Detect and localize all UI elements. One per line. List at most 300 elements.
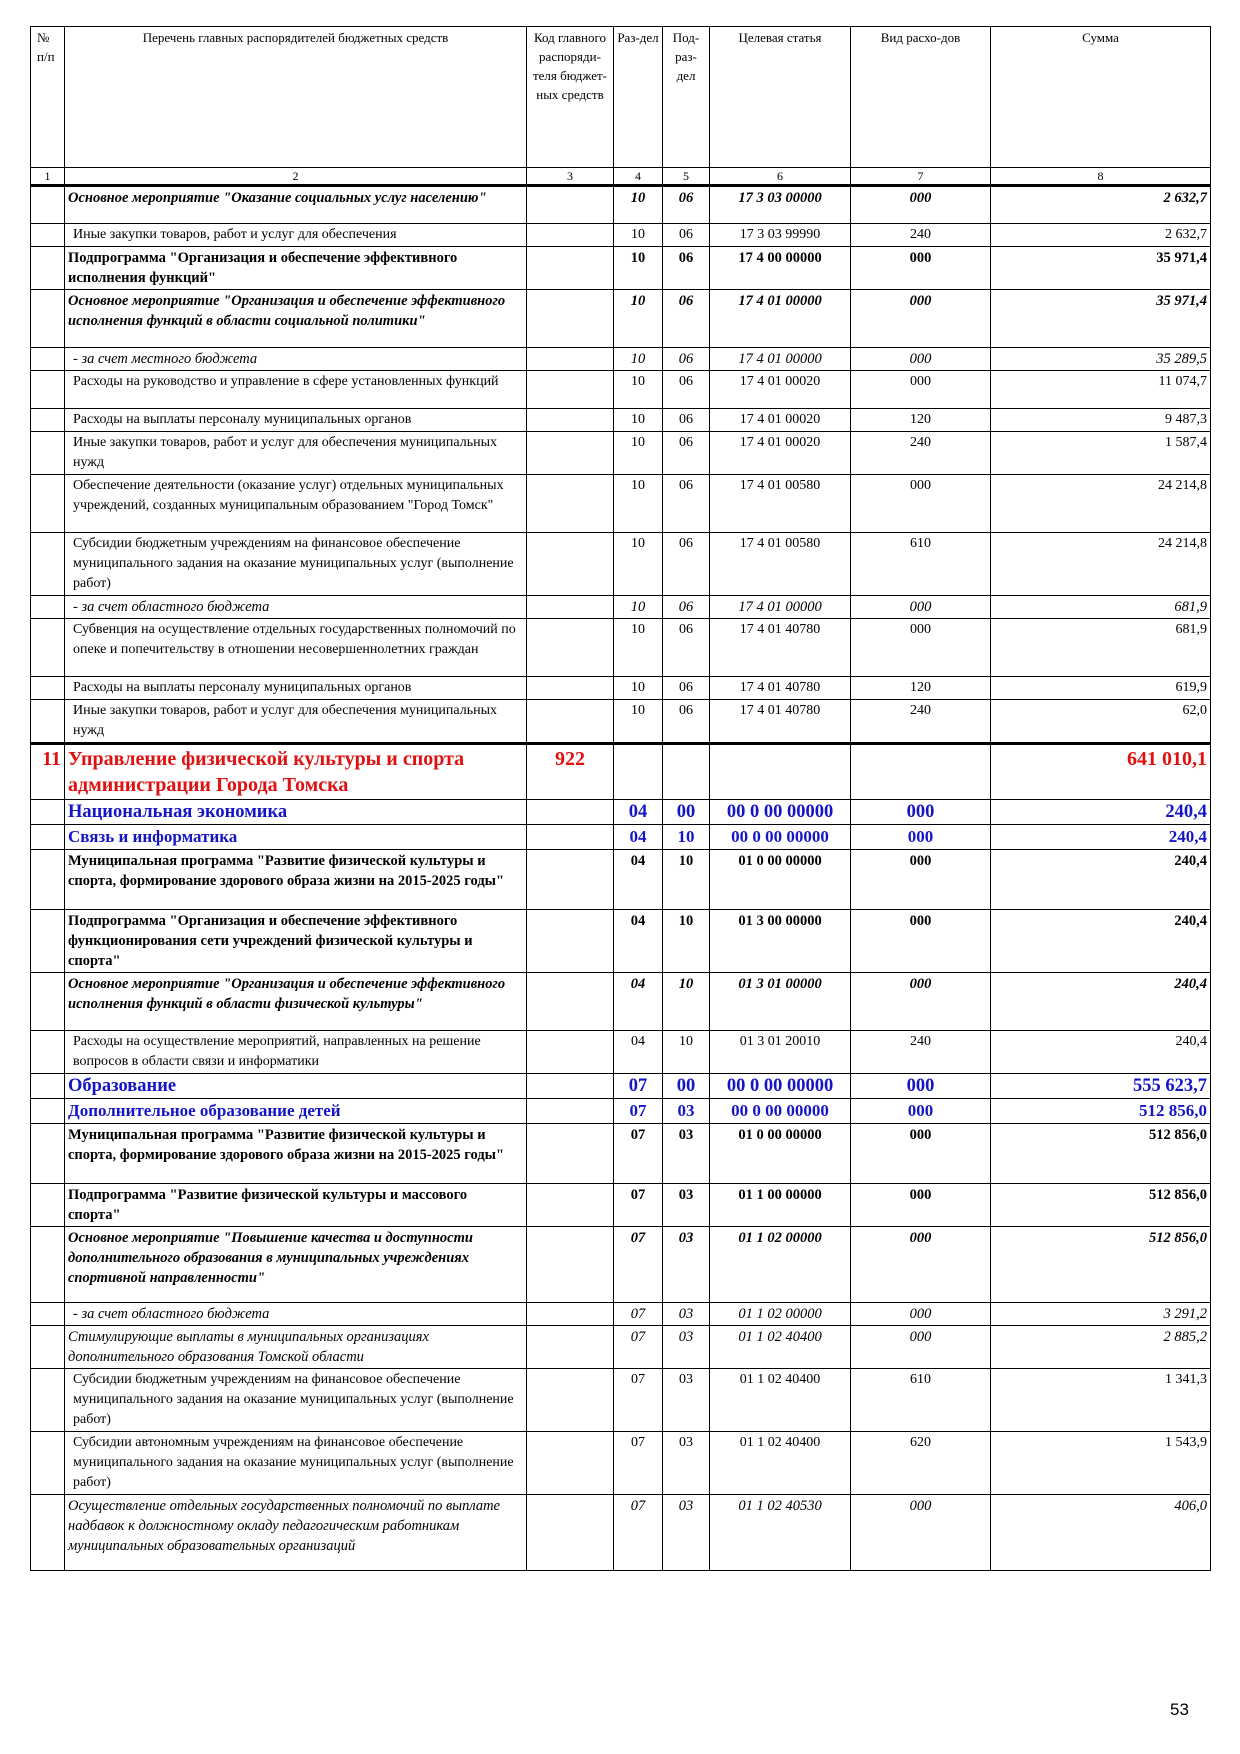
table-row: [31, 432, 1211, 475]
expense-type: 000: [851, 825, 991, 850]
row-number: [31, 475, 65, 533]
manager-code: [527, 677, 614, 700]
col-number: 2: [65, 168, 527, 186]
section-code: 07: [614, 1303, 663, 1326]
target-article: 17 4 01 00000: [710, 596, 851, 619]
target-article: 17 4 01 00020: [710, 371, 851, 409]
manager-code: [527, 186, 614, 224]
item-name: Иные закупки товаров, работ и услуг для обеспечения муниципальных нужд: [65, 700, 527, 744]
sum-value: 1 543,9: [991, 1432, 1211, 1495]
row-number: [31, 224, 65, 247]
header-sum: Сумма: [991, 27, 1211, 168]
manager-code: [527, 247, 614, 290]
table-row: [31, 596, 1211, 619]
table-row: [31, 247, 1211, 290]
section-code: 07: [614, 1326, 663, 1369]
manager-code: [527, 800, 614, 825]
target-article: 01 3 01 20010: [710, 1031, 851, 1074]
section-code: 10: [614, 677, 663, 700]
row-number: [31, 247, 65, 290]
manager-code: [527, 224, 614, 247]
expense-type: 240: [851, 700, 991, 744]
manager-code: [527, 910, 614, 973]
subsection-code: 00: [663, 1074, 710, 1099]
target-article: 01 0 00 00000: [710, 850, 851, 910]
header-code: Код главного распоряди-теля бюджет-ных средств: [527, 27, 614, 168]
item-name: Основное мероприятие "Повышение качества и доступности дополнительного образования в муниципальных учреждениях спортивной направленности": [65, 1227, 527, 1303]
subsection-code: 03: [663, 1227, 710, 1303]
section-code: 10: [614, 348, 663, 371]
sum-value: 2 632,7: [991, 224, 1211, 247]
target-article: 17 4 01 00000: [710, 290, 851, 348]
manager-code: 922: [527, 744, 614, 800]
sum-value: 512 856,0: [991, 1124, 1211, 1184]
section-code: 10: [614, 700, 663, 744]
expense-type: [851, 744, 991, 800]
section-code: 10: [614, 186, 663, 224]
item-name: Подпрограмма "Организация и обеспечение эффективного исполнения функций": [65, 247, 527, 290]
expense-type: 000: [851, 348, 991, 371]
item-name: Иные закупки товаров, работ и услуг для обеспечения муниципальных нужд: [65, 432, 527, 475]
section-code: 04: [614, 800, 663, 825]
table-row: [31, 1303, 1211, 1326]
header-expense-type: Вид расхо-дов: [851, 27, 991, 168]
subsection-code: 06: [663, 475, 710, 533]
item-name: Субсидии бюджетным учреждениям на финансовое обеспечение муниципального задания на оказание муниципальных услуг (выполнение работ): [65, 1369, 527, 1432]
section-code: [614, 744, 663, 800]
budget-table-sheet: [30, 26, 1210, 1571]
section-code: 07: [614, 1074, 663, 1099]
table-row: [31, 973, 1211, 1031]
sum-value: 35 971,4: [991, 247, 1211, 290]
item-name: Подпрограмма "Развитие физической культуры и массового спорта": [65, 1184, 527, 1227]
section-code: 07: [614, 1369, 663, 1432]
section-code: 07: [614, 1124, 663, 1184]
sum-value: 240,4: [991, 800, 1211, 825]
header-name: Перечень главных распорядителей бюджетных средств: [65, 27, 527, 168]
target-article: 00 0 00 00000: [710, 800, 851, 825]
section-code: 04: [614, 910, 663, 973]
row-number: [31, 825, 65, 850]
target-article: 01 3 00 00000: [710, 910, 851, 973]
subsection-code: 06: [663, 371, 710, 409]
expense-type: 240: [851, 1031, 991, 1074]
expense-type: 120: [851, 677, 991, 700]
manager-code: [527, 1369, 614, 1432]
expense-type: 240: [851, 224, 991, 247]
sum-value: 2 885,2: [991, 1326, 1211, 1369]
expense-type: 610: [851, 533, 991, 596]
expense-type: 000: [851, 247, 991, 290]
sum-value: 3 291,2: [991, 1303, 1211, 1326]
manager-code: [527, 1074, 614, 1099]
item-name: Муниципальная программа "Развитие физической культуры и спорта, формирование здорового образа жизни на 2015-2025 годы": [65, 850, 527, 910]
subsection-code: 03: [663, 1099, 710, 1124]
sum-value: 406,0: [991, 1495, 1211, 1571]
item-name: Осуществление отдельных государственных полномочий по выплате надбавок к должностному окладу педагогическим работникам муниципальных образовательных организаций: [65, 1495, 527, 1571]
sum-value: 512 856,0: [991, 1184, 1211, 1227]
target-article: 01 1 02 40400: [710, 1432, 851, 1495]
manager-code: [527, 1227, 614, 1303]
table-row: [31, 290, 1211, 348]
sum-value: 24 214,8: [991, 475, 1211, 533]
target-article: 01 1 02 40400: [710, 1326, 851, 1369]
section-code: 04: [614, 850, 663, 910]
target-article: 17 4 01 00020: [710, 409, 851, 432]
subsection-code: 06: [663, 700, 710, 744]
row-number: [31, 1495, 65, 1571]
section-code: 04: [614, 825, 663, 850]
col-number: 1: [31, 168, 65, 186]
manager-code: [527, 1303, 614, 1326]
manager-code: [527, 850, 614, 910]
subsection-code: 06: [663, 290, 710, 348]
item-name: Расходы на осуществление мероприятий, направленных на решение вопросов в области связи и информатики: [65, 1031, 527, 1074]
sum-value: 512 856,0: [991, 1099, 1211, 1124]
target-article: 01 1 02 40400: [710, 1369, 851, 1432]
expense-type: 610: [851, 1369, 991, 1432]
row-number: [31, 348, 65, 371]
row-number: [31, 619, 65, 677]
manager-code: [527, 700, 614, 744]
item-name: Управление физической культуры и спорта администрации Города Томска: [65, 744, 527, 800]
row-number: [31, 700, 65, 744]
target-article: 01 0 00 00000: [710, 1124, 851, 1184]
header-num: № п/п: [31, 27, 65, 168]
header-target-article: Целевая статья: [710, 27, 851, 168]
expense-type: 000: [851, 910, 991, 973]
row-number: 11: [31, 744, 65, 800]
table-row: [31, 533, 1211, 596]
col-number: 4: [614, 168, 663, 186]
item-name: Дополнительное образование детей: [65, 1099, 527, 1124]
department-row: [31, 744, 1211, 800]
item-name: Муниципальная программа "Развитие физической культуры и спорта, формирование здорового образа жизни на 2015-2025 годы": [65, 1124, 527, 1184]
expense-type: 000: [851, 186, 991, 224]
item-name: Расходы на выплаты персоналу муниципальных органов: [65, 409, 527, 432]
sum-value: 641 010,1: [991, 744, 1211, 800]
item-name: Образование: [65, 1074, 527, 1099]
section-code: 10: [614, 432, 663, 475]
manager-code: [527, 973, 614, 1031]
target-article: 17 3 03 00000: [710, 186, 851, 224]
section-code: 07: [614, 1495, 663, 1571]
col-number: 5: [663, 168, 710, 186]
row-number: [31, 290, 65, 348]
expense-type: 620: [851, 1432, 991, 1495]
manager-code: [527, 409, 614, 432]
item-name: Иные закупки товаров, работ и услуг для обеспечения: [65, 224, 527, 247]
manager-code: [527, 596, 614, 619]
row-number: [31, 1227, 65, 1303]
target-article: 17 3 03 99990: [710, 224, 851, 247]
table-row: [31, 409, 1211, 432]
item-name: Основное мероприятие "Организация и обеспечение эффективного исполнения функций в области физической культуры": [65, 973, 527, 1031]
target-article: [710, 744, 851, 800]
table-row: [31, 475, 1211, 533]
manager-code: [527, 1031, 614, 1074]
item-name: - за счет местного бюджета: [65, 348, 527, 371]
target-article: 01 1 02 00000: [710, 1303, 851, 1326]
target-article: 01 3 01 00000: [710, 973, 851, 1031]
sum-value: 1 341,3: [991, 1369, 1211, 1432]
expense-type: 000: [851, 1227, 991, 1303]
subsection-code: 06: [663, 224, 710, 247]
expense-type: 000: [851, 1099, 991, 1124]
item-name: Основное мероприятие "Организация и обеспечение эффективного исполнения функций в области социальной политики": [65, 290, 527, 348]
section-code: 10: [614, 224, 663, 247]
section-code: 04: [614, 973, 663, 1031]
column-number-row: [31, 168, 1211, 186]
manager-code: [527, 533, 614, 596]
sum-value: 619,9: [991, 677, 1211, 700]
col-number: 6: [710, 168, 851, 186]
subsection-code: 06: [663, 186, 710, 224]
item-name: - за счет областного бюджета: [65, 596, 527, 619]
manager-code: [527, 432, 614, 475]
subsection-code: 03: [663, 1124, 710, 1184]
target-article: 00 0 00 00000: [710, 1099, 851, 1124]
item-name: - за счет областного бюджета: [65, 1303, 527, 1326]
subsection-code: 06: [663, 596, 710, 619]
expense-type: 000: [851, 850, 991, 910]
expense-type: 000: [851, 371, 991, 409]
table-row: [31, 850, 1211, 910]
table-row: [31, 1369, 1211, 1432]
manager-code: [527, 825, 614, 850]
manager-code: [527, 1326, 614, 1369]
table-row: [31, 1124, 1211, 1184]
target-article: 17 4 01 40780: [710, 677, 851, 700]
expense-type: 240: [851, 432, 991, 475]
sum-value: 62,0: [991, 700, 1211, 744]
target-article: 17 4 01 00000: [710, 348, 851, 371]
subsection-code: 10: [663, 825, 710, 850]
sum-value: 240,4: [991, 973, 1211, 1031]
section-code: 07: [614, 1227, 663, 1303]
expense-type: 000: [851, 1184, 991, 1227]
table-row: [31, 910, 1211, 973]
subsection-code: 10: [663, 910, 710, 973]
item-name: Расходы на руководство и управление в сфере установленных функций: [65, 371, 527, 409]
sum-value: 2 632,7: [991, 186, 1211, 224]
row-number: [31, 1303, 65, 1326]
target-article: 17 4 01 00020: [710, 432, 851, 475]
row-number: [31, 596, 65, 619]
sum-value: 512 856,0: [991, 1227, 1211, 1303]
section-code: 07: [614, 1099, 663, 1124]
row-number: [31, 432, 65, 475]
sum-value: 1 587,4: [991, 432, 1211, 475]
row-number: [31, 1432, 65, 1495]
table-row: [31, 700, 1211, 744]
target-article: 17 4 01 40780: [710, 619, 851, 677]
item-name: Субвенция на осуществление отдельных государственных полномочий по опеке и попечительству в отношении несовершеннолетних граждан: [65, 619, 527, 677]
subsection-code: 06: [663, 533, 710, 596]
expense-type: 000: [851, 973, 991, 1031]
row-number: [31, 910, 65, 973]
subsection-code: 06: [663, 677, 710, 700]
sum-value: 240,4: [991, 910, 1211, 973]
expense-type: 000: [851, 619, 991, 677]
section-code: 10: [614, 596, 663, 619]
row-number: [31, 533, 65, 596]
manager-code: [527, 475, 614, 533]
item-name: Субсидии бюджетным учреждениям на финансовое обеспечение муниципального задания на оказание муниципальных услуг (выполнение работ): [65, 533, 527, 596]
table-row: [31, 1227, 1211, 1303]
subsection-code: 06: [663, 619, 710, 677]
table-row: [31, 677, 1211, 700]
table-row: [31, 1495, 1211, 1571]
sum-value: 35 971,4: [991, 290, 1211, 348]
target-article: 17 4 00 00000: [710, 247, 851, 290]
row-number: [31, 1124, 65, 1184]
table-row: [31, 186, 1211, 224]
row-number: [31, 850, 65, 910]
manager-code: [527, 371, 614, 409]
table-row: [31, 825, 1211, 850]
subsection-code: 06: [663, 348, 710, 371]
row-number: [31, 186, 65, 224]
table-row: [31, 1099, 1211, 1124]
item-name: Обеспечение деятельности (оказание услуг) отдельных муниципальных учреждений, созданных муниципальным образованием "Город Томск": [65, 475, 527, 533]
table-row: [31, 1184, 1211, 1227]
subsection-code: 06: [663, 247, 710, 290]
budget-table: [30, 26, 1211, 1571]
item-name: Расходы на выплаты персоналу муниципальных органов: [65, 677, 527, 700]
table-header-row: [31, 27, 1211, 168]
item-name: Национальная экономика: [65, 800, 527, 825]
expense-type: 000: [851, 596, 991, 619]
header-subsection: Под-раз-дел: [663, 27, 710, 168]
row-number: [31, 1369, 65, 1432]
expense-type: 000: [851, 1495, 991, 1571]
subsection-code: 03: [663, 1303, 710, 1326]
header-section: Раз-дел: [614, 27, 663, 168]
section-code: 07: [614, 1432, 663, 1495]
row-number: [31, 1074, 65, 1099]
target-article: 17 4 01 40780: [710, 700, 851, 744]
sum-value: 9 487,3: [991, 409, 1211, 432]
subsection-code: 03: [663, 1369, 710, 1432]
manager-code: [527, 290, 614, 348]
table-body: [31, 186, 1211, 1571]
item-name: Подпрограмма "Организация и обеспечение эффективного функционирования сети учреждений физической культуры и спорта": [65, 910, 527, 973]
page-number: 53: [1170, 1700, 1189, 1719]
table-row: [31, 619, 1211, 677]
table-row: [31, 371, 1211, 409]
row-number: [31, 1326, 65, 1369]
expense-type: 000: [851, 290, 991, 348]
section-code: 07: [614, 1184, 663, 1227]
manager-code: [527, 1432, 614, 1495]
table-row: [31, 1031, 1211, 1074]
row-number: [31, 973, 65, 1031]
section-code: 04: [614, 1031, 663, 1074]
subsection-code: 00: [663, 800, 710, 825]
target-article: 01 1 02 00000: [710, 1227, 851, 1303]
sum-value: 240,4: [991, 850, 1211, 910]
manager-code: [527, 1184, 614, 1227]
row-number: [31, 1184, 65, 1227]
col-number: 8: [991, 168, 1211, 186]
section-code: 10: [614, 290, 663, 348]
expense-type: 120: [851, 409, 991, 432]
row-number: [31, 1099, 65, 1124]
manager-code: [527, 1124, 614, 1184]
sum-value: 24 214,8: [991, 533, 1211, 596]
target-article: 17 4 01 00580: [710, 533, 851, 596]
item-name: Связь и информатика: [65, 825, 527, 850]
table-row: [31, 348, 1211, 371]
target-article: 00 0 00 00000: [710, 825, 851, 850]
expense-type: 000: [851, 475, 991, 533]
subsection-code: 06: [663, 409, 710, 432]
target-article: 00 0 00 00000: [710, 1074, 851, 1099]
subsection-code: 03: [663, 1184, 710, 1227]
expense-type: 000: [851, 1124, 991, 1184]
row-number: [31, 800, 65, 825]
subsection-code: 03: [663, 1326, 710, 1369]
subsection-code: 03: [663, 1495, 710, 1571]
table-row: [31, 1326, 1211, 1369]
section-code: 10: [614, 533, 663, 596]
expense-type: 000: [851, 1303, 991, 1326]
row-number: [31, 677, 65, 700]
sum-value: 11 074,7: [991, 371, 1211, 409]
sum-value: 240,4: [991, 1031, 1211, 1074]
target-article: 01 1 00 00000: [710, 1184, 851, 1227]
sum-value: 681,9: [991, 596, 1211, 619]
table-row: [31, 800, 1211, 825]
section-code: 10: [614, 619, 663, 677]
manager-code: [527, 1099, 614, 1124]
subsection-code: [663, 744, 710, 800]
subsection-code: 03: [663, 1432, 710, 1495]
manager-code: [527, 1495, 614, 1571]
item-name: Субсидии автономным учреждениям на финансовое обеспечение муниципального задания на оказание муниципальных услуг (выполнение работ): [65, 1432, 527, 1495]
sum-value: 555 623,7: [991, 1074, 1211, 1099]
section-code: 10: [614, 409, 663, 432]
expense-type: 000: [851, 1326, 991, 1369]
section-code: 10: [614, 247, 663, 290]
subsection-code: 10: [663, 1031, 710, 1074]
row-number: [31, 371, 65, 409]
row-number: [31, 409, 65, 432]
target-article: 01 1 02 40530: [710, 1495, 851, 1571]
item-name: Стимулирующие выплаты в муниципальных организациях дополнительного образования Томской области: [65, 1326, 527, 1369]
subsection-code: 10: [663, 850, 710, 910]
col-number: 3: [527, 168, 614, 186]
sum-value: 240,4: [991, 825, 1211, 850]
expense-type: 000: [851, 1074, 991, 1099]
manager-code: [527, 619, 614, 677]
row-number: [31, 1031, 65, 1074]
manager-code: [527, 348, 614, 371]
table-row: [31, 1432, 1211, 1495]
section-code: 10: [614, 371, 663, 409]
sum-value: 35 289,5: [991, 348, 1211, 371]
col-number: 7: [851, 168, 991, 186]
subsection-code: 10: [663, 973, 710, 1031]
section-code: 10: [614, 475, 663, 533]
subsection-code: 06: [663, 432, 710, 475]
expense-type: 000: [851, 800, 991, 825]
table-row: [31, 224, 1211, 247]
table-row: [31, 1074, 1211, 1099]
target-article: 17 4 01 00580: [710, 475, 851, 533]
sum-value: 681,9: [991, 619, 1211, 677]
